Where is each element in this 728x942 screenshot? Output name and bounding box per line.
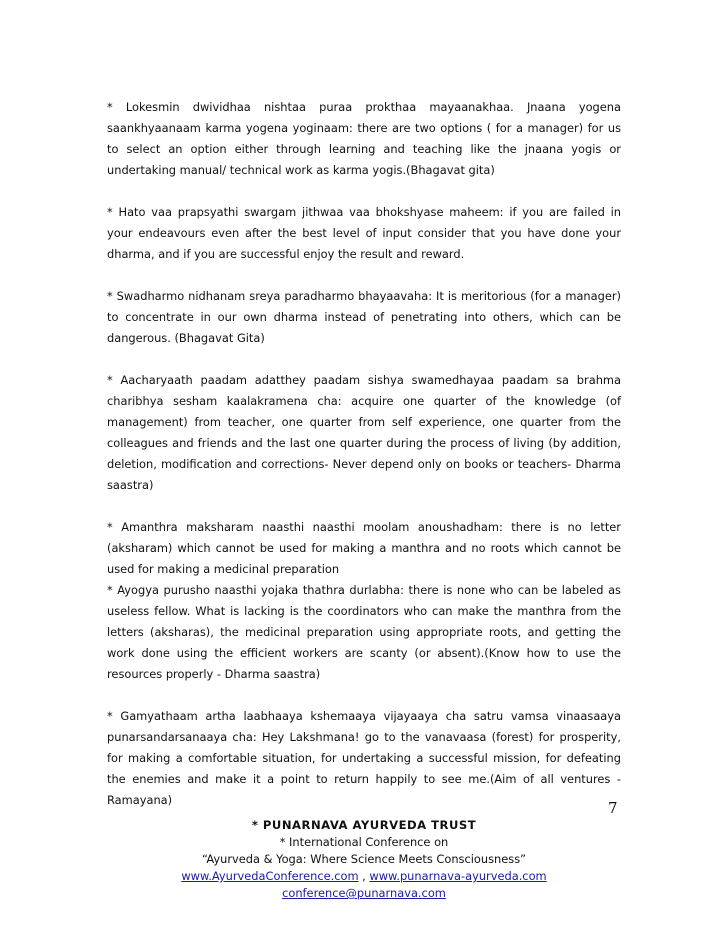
footer-links [0,868,728,885]
paragraph-lokesmin: * Lokesmin dwividhaa nishtaa puraa prokthaa mayaanakhaa. Jnaana yogena saankhyaanaam karma yogena yoginaam: there are two options ( for a manager) for us to select an option either through learning and teaching like the jnaana yogis or undertaking manual/ technical work as karma yogis.(Bhagavat gita) [107,100,621,177]
paragraph-amanthra: * Amanthra maksharam naasthi naasthi moolam anoushadham: there is no letter (aksharam) which cannot be used for making a manthra and no roots which cannot be used for making a medicinal preparation [107,520,621,576]
footer-conference: * International Conference on [279,835,449,849]
footer-link-separator: , [362,869,366,883]
footer-tagline: “Ayurveda & Yoga: Where Science Meets Consciousness” [201,852,527,866]
paragraph-hato-vaa: * Hato vaa prapsyathi swargam jithwaa vaa bhokshyase maheem: if you are failed in your endeavours even after the best level of input consider that you have done your dharma, and if you are successful enjoy the result and reward. [107,205,621,261]
footer-trust-name: * PUNARNAVA AYURVEDA TRUST [251,818,477,832]
page-number: 7 [608,799,618,817]
conference-website-link[interactable]: www.AyurvedaConference.com [181,869,359,883]
paragraph-aacharyaath: * Aacharyaath paadam adatthey paadam sishya swamedhayaa paadam sa brahma charibhya sesham kaalakramena cha: acquire one quarter of the knowledge (of management) from teacher, one quarter from self experience, one quarter from the colleagues and friends and the last one quarter during the process of living (by addition, deletion, modification and corrections- Never depend only on books or teachers- Dharma saastra) [107,373,621,492]
footer-email-line [0,885,728,902]
paragraph-gamyathaam: * Gamyathaam artha laabhaaya kshemaaya vijayaaya cha satru vamsa vinaasaaya punarsandarsanaaya cha: Hey Lakshmana! go to the vanavaasa (forest) for prosperity, for making a comfortable situation, for undertaking a successful mission, for defeating the enemies and make it a point to return happily to see me.(Aim of all ventures -Ramayana) [107,709,621,807]
paragraph-ayogya: * Ayogya purusho naasthi yojaka thathra durlabha: there is none who can be labeled as useless fellow. What is lacking is the coordinators who can make the manthra from the letters (aksharas), the medicinal preparation using appropriate roots, and getting the work done using the efficient workers are scanty (or absent).(Know how to use the resources properly - Dharma saastra) [107,583,621,681]
paragraph-swadharmo: * Swadharmo nidhanam sreya paradharmo bhayaavaha: It is meritorious (for a manager) to concentrate in our own dharma instead of penetrating into others, which can be dangerous. (Bhagavat Gita) [107,289,621,345]
document-body [107,97,621,832]
page-footer [0,816,728,902]
trust-website-link[interactable]: www.punarnava-ayurveda.com [369,869,547,883]
conference-email-link[interactable]: conference@punarnava.com [282,886,446,900]
